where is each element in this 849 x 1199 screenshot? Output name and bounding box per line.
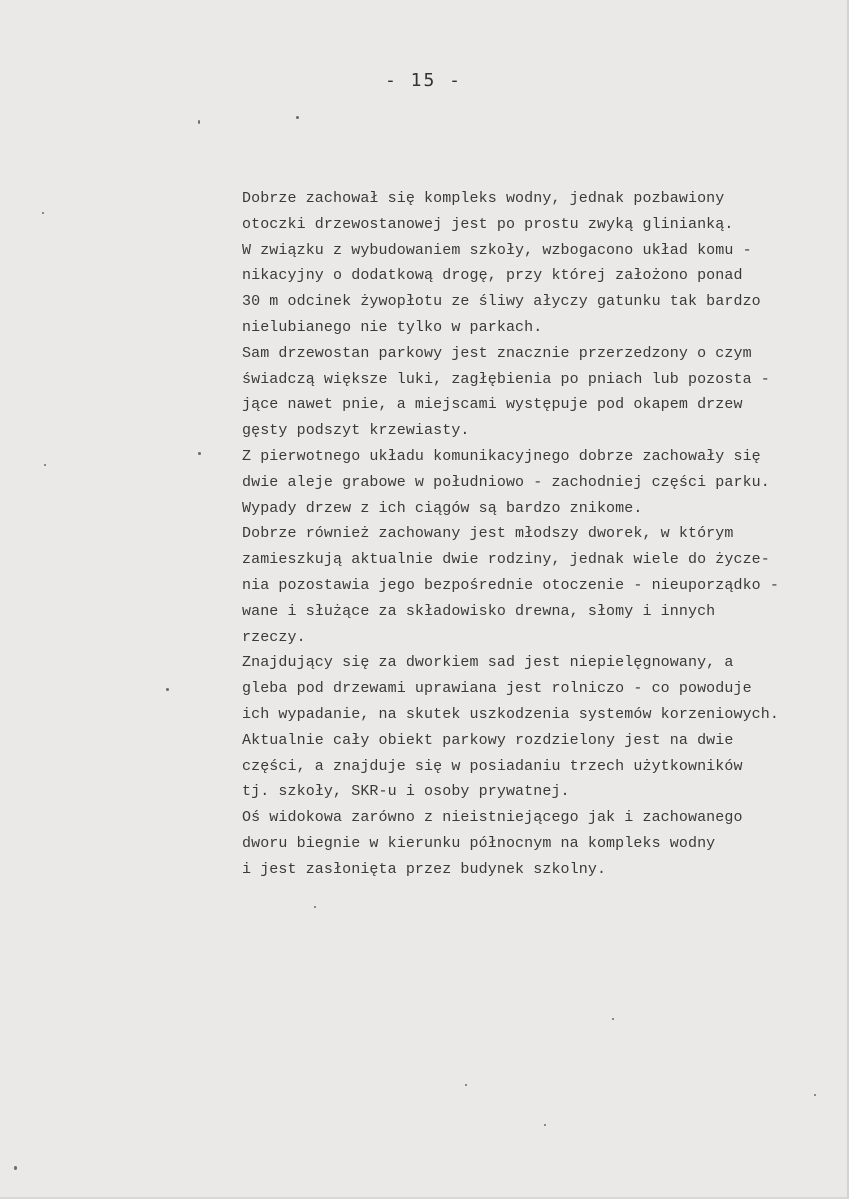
text-line: ich wypadanie, na skutek uszkodzenia systemów korzeniowych.	[242, 705, 779, 723]
text-line: Oś widokowa zarówno z nieistniejącego jak i zachowanego	[242, 809, 743, 827]
text-line: gęsty podszyt krzewiasty.	[242, 422, 470, 440]
paper-speck	[198, 120, 200, 124]
text-line: 30 m odcinek żywopłotu ze śliwy ałyczy gatunku tak bardzo	[242, 293, 761, 311]
paper-speck	[44, 464, 46, 466]
text-line: części, a znajduje się w posiadaniu trzech użytkowników	[242, 757, 743, 775]
text-line: wane i służące za składowisko drewna, słomy i innych	[242, 602, 716, 620]
text-line: tj. szkoły, SKR-u i osoby prywatnej.	[242, 783, 570, 801]
text-line: Sam drzewostan parkowy jest znacznie przerzedzony o czym	[242, 344, 752, 362]
text-line: zamieszkują aktualnie dwie rodziny, jednak wiele do życze-	[242, 551, 770, 569]
text-line: gleba pod drzewami uprawiana jest rolniczo - co powoduje	[242, 680, 752, 698]
paper-speck	[612, 1018, 614, 1020]
text-line: nikacyjny o dodatkową drogę, przy której założono ponad	[242, 267, 743, 285]
text-line: nia pozostawia jego bezpośrednie otoczenie - nieuporządko -	[242, 576, 779, 594]
text-line: dwie aleje grabowe w południowo - zachodniej części parku.	[242, 473, 770, 491]
text-line: i jest zasłonięta przez budynek szkolny.	[242, 860, 607, 878]
text-line: Z pierwotnego układu komunikacyjnego dobrze zachowały się	[242, 447, 761, 465]
text-line: otoczki drzewostanowej jest po prostu zwyką glinianką.	[242, 215, 734, 233]
text-line: świadczą większe luki, zagłębienia po pniach lub pozosta -	[242, 370, 770, 388]
paper-speck	[198, 452, 201, 455]
paper-speck	[296, 116, 299, 119]
text-line: Dobrze również zachowany jest młodszy dworek, w którym	[242, 525, 734, 543]
paper-speck	[544, 1124, 546, 1126]
text-line: W związku z wybudowaniem szkoły, wzbogacono układ komu -	[242, 241, 752, 259]
text-line: dworu biegnie w kierunku północnym na kompleks wodny	[242, 834, 716, 852]
body-text	[242, 186, 779, 883]
paper-speck	[14, 1166, 17, 1170]
text-line: Wypady drzew z ich ciągów są bardzo znikome.	[242, 499, 643, 517]
paper-speck	[814, 1094, 816, 1096]
paper-speck	[166, 688, 169, 691]
text-line: rzeczy.	[242, 628, 306, 646]
paper-speck	[314, 906, 316, 908]
text-line: jące nawet pnie, a miejscami występuje pod okapem drzew	[242, 396, 743, 414]
page-number: - 15 -	[384, 70, 463, 91]
text-line: Znajdujący się za dworkiem sad jest niepielęgnowany, a	[242, 654, 734, 672]
paper-speck	[465, 1084, 467, 1086]
paper-speck	[42, 212, 44, 214]
text-line: Aktualnie cały obiekt parkowy rozdzielony jest na dwie	[242, 731, 734, 749]
text-line: nielubianego nie tylko w parkach.	[242, 318, 543, 336]
text-line: Dobrze zachował się kompleks wodny, jednak pozbawiony	[242, 190, 725, 207]
